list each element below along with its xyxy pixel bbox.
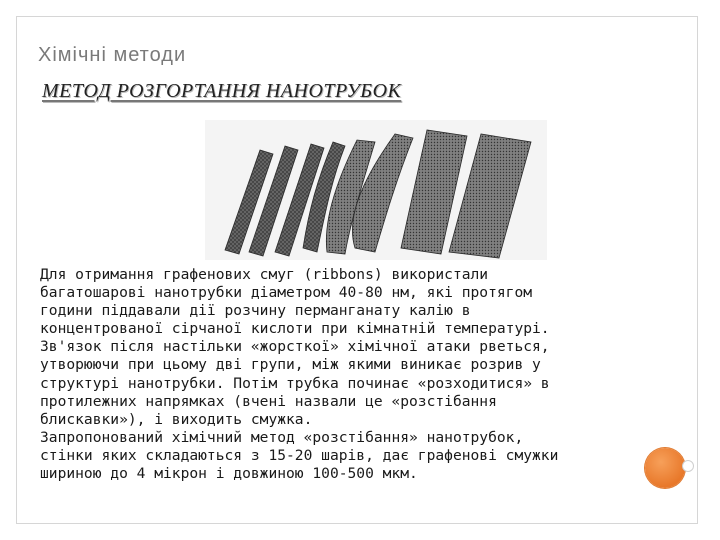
slide-subtitle: МЕТОД РОЗГОРТАННЯ НАНОТРУБОК bbox=[42, 80, 402, 102]
corner-ring-icon bbox=[682, 460, 694, 472]
paragraph-method: Для отримання графенових смуг (ribbons) використали багатошарові нанотрубки діаметром 40-80 нм, які протягом години піддавали дії розчину перманганату калію в концентрованої сірчаної кислоти при кімнатній температурі. Зв'язок після настільки «жорсткої» хімічної атаки рветься, утворюючи при цьому дві групи, між якими виникає розрив у структурі нанотрубки. Потім трубка починає «розходитися» в протилежних напрямках (вчені назвали це «розстібання блискавки»), і виходить смужка. bbox=[40, 266, 550, 428]
slide-body bbox=[40, 266, 680, 483]
paragraph-result: Запропонований хімічний метод «розстібання» нанотрубок, стінки яких складаються з 15-20 шарів, дає графенові смужки шириною до 4 мікрон і довжиною 100-500 мкм. bbox=[40, 428, 559, 483]
nanotube-ribbons-illustration bbox=[205, 120, 547, 260]
nanotube-ribbons-image bbox=[205, 120, 547, 260]
slide-title: Хімічні методи bbox=[38, 44, 187, 66]
